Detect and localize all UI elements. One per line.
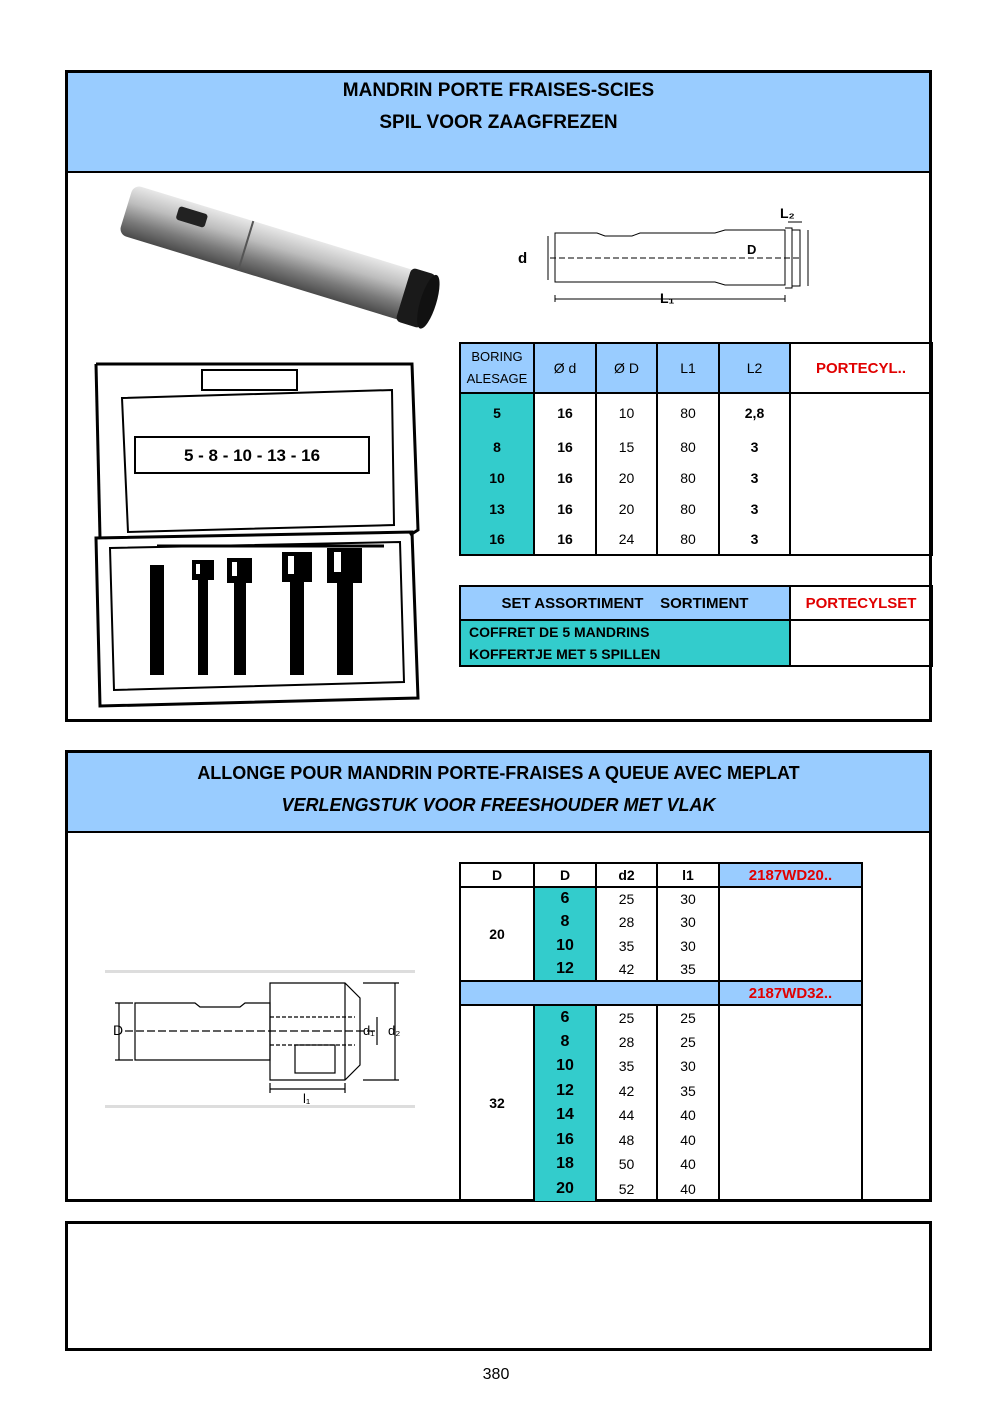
set-size-text: 5 - 8 - 10 - 13 - 16 xyxy=(183,446,321,465)
bore-value: 16 xyxy=(460,524,534,555)
l1-value: 25 xyxy=(657,1005,719,1030)
d2-value: 42 xyxy=(596,958,657,982)
section2-title-nl: VERLENGSTUK VOOR FREESHOUDER MET VLAK xyxy=(281,795,716,815)
D-value: 20 xyxy=(596,462,657,493)
D-value: 20 xyxy=(534,1177,596,1202)
table-header-row xyxy=(460,863,862,887)
code-empty xyxy=(790,493,932,524)
set-header: SET ASSORTIMENT SORTIMENT xyxy=(460,586,790,620)
d-value: 16 xyxy=(534,393,596,431)
table-row xyxy=(460,462,932,493)
diagram-label-L1: L₁ xyxy=(660,290,675,306)
d2-value: 44 xyxy=(596,1103,657,1128)
diagram-label-D: D xyxy=(747,242,757,257)
d2-value: 50 xyxy=(596,1152,657,1177)
extension-spec-table xyxy=(459,862,863,1202)
table-row xyxy=(460,431,932,462)
section2-title-fr: ALLONGE POUR MANDRIN PORTE-FRAISES A QUEUE AVEC MEPLAT xyxy=(197,763,800,783)
D-value: 20 xyxy=(596,493,657,524)
header-d: Ø d xyxy=(534,343,596,393)
D-value: 8 xyxy=(534,911,596,935)
D-value: 15 xyxy=(596,431,657,462)
extension-dimension-diagram xyxy=(105,965,415,1115)
l1-value: 25 xyxy=(657,1030,719,1055)
d2-value: 52 xyxy=(596,1177,657,1202)
diagram2-label-d1: d₁ xyxy=(363,1023,375,1038)
header-boring-fr: ALESAGE xyxy=(466,371,528,386)
D-value: 6 xyxy=(534,1005,596,1030)
d2-value: 25 xyxy=(596,1005,657,1030)
set-description xyxy=(460,620,790,666)
arbor-set-case-drawing xyxy=(92,360,422,712)
header-L2: L2 xyxy=(719,343,790,393)
header-boring-nl: BORING xyxy=(471,349,523,364)
code-empty xyxy=(790,524,932,555)
L2-value: 3 xyxy=(719,462,790,493)
section1-title-fr: MANDRIN PORTE FRAISES-SCIES xyxy=(342,80,655,101)
arbor-dimension-diagram xyxy=(510,200,830,310)
table-row xyxy=(460,887,862,911)
diagram2-label-d2: d₂ xyxy=(388,1023,401,1038)
L2-value: 2,8 xyxy=(719,393,790,431)
set-description-fr: COFFRET DE 5 MANDRINS xyxy=(469,624,650,640)
section2-header xyxy=(68,753,929,833)
l1-value: 30 xyxy=(657,934,719,958)
d2-value: 35 xyxy=(596,934,657,958)
set-size-label xyxy=(134,436,370,474)
bore-value: 8 xyxy=(460,431,534,462)
table-row xyxy=(460,1005,862,1030)
L2-value: 3 xyxy=(719,524,790,555)
saw-arbor-photo xyxy=(108,180,453,340)
d2-value: 28 xyxy=(596,911,657,935)
D-value: 10 xyxy=(596,393,657,431)
header-col-1: D xyxy=(534,863,596,887)
D-value: 18 xyxy=(534,1152,596,1177)
section-empty xyxy=(65,1221,932,1351)
code-empty xyxy=(790,462,932,493)
l1-value: 40 xyxy=(657,1103,719,1128)
d-value: 16 xyxy=(534,431,596,462)
d2-value: 42 xyxy=(596,1079,657,1104)
set-table xyxy=(459,585,933,667)
d-value: 16 xyxy=(534,493,596,524)
arbor-spec-table xyxy=(459,342,933,556)
bore-value: 10 xyxy=(460,462,534,493)
d2-value: 25 xyxy=(596,887,657,911)
L1-value: 80 xyxy=(657,393,719,431)
L1-value: 80 xyxy=(657,431,719,462)
diagram-label-d: d xyxy=(518,250,528,267)
section1-title-nl: SPIL VOOR ZAAGFREZEN xyxy=(379,112,618,133)
d2-value: 35 xyxy=(596,1054,657,1079)
L2-value: 3 xyxy=(719,493,790,524)
set-code: PORTECYLSET xyxy=(790,586,932,620)
set-description-nl: KOFFERTJE MET 5 SPILLEN xyxy=(469,646,661,662)
table-row xyxy=(460,524,932,555)
table-row xyxy=(460,393,932,431)
D-value: 8 xyxy=(534,1030,596,1055)
l1-value: 30 xyxy=(657,1054,719,1079)
group-code: 2187WD20.. xyxy=(719,863,862,887)
D-value: 12 xyxy=(534,1079,596,1104)
D-value: 6 xyxy=(534,887,596,911)
L2-value: 3 xyxy=(719,431,790,462)
L1-value: 80 xyxy=(657,493,719,524)
l1-value: 40 xyxy=(657,1152,719,1177)
D-value: 10 xyxy=(534,1054,596,1079)
d2-value: 48 xyxy=(596,1128,657,1153)
bore-value: 13 xyxy=(460,493,534,524)
code-empty xyxy=(719,1005,862,1201)
bore-value: 5 xyxy=(460,393,534,431)
diagram2-label-D: D xyxy=(113,1022,124,1038)
l1-value: 30 xyxy=(657,887,719,911)
code-empty xyxy=(790,393,932,431)
d-value: 16 xyxy=(534,524,596,555)
header-D: Ø D xyxy=(596,343,657,393)
group-separator-row xyxy=(460,981,862,1005)
section1-header xyxy=(68,73,929,173)
l1-value: 30 xyxy=(657,911,719,935)
set-code-empty xyxy=(790,620,932,666)
D-value: 24 xyxy=(596,524,657,555)
D-value: 16 xyxy=(534,1128,596,1153)
diagram-label-L2: L₂ xyxy=(780,205,795,221)
code-empty xyxy=(790,431,932,462)
page-number: 380 xyxy=(482,1366,510,1383)
code-empty xyxy=(719,887,862,981)
table-header-row xyxy=(460,343,932,393)
shank-diameter: 20 xyxy=(460,887,534,981)
header-L1: L1 xyxy=(657,343,719,393)
header-col-2: d2 xyxy=(596,863,657,887)
l1-value: 40 xyxy=(657,1128,719,1153)
d2-value: 28 xyxy=(596,1030,657,1055)
l1-value: 35 xyxy=(657,1079,719,1104)
D-value: 12 xyxy=(534,958,596,982)
l1-value: 35 xyxy=(657,958,719,982)
table-row xyxy=(460,493,932,524)
header-col-3: l1 xyxy=(657,863,719,887)
header-col-0: D xyxy=(460,863,534,887)
d-value: 16 xyxy=(534,462,596,493)
shank-diameter: 32 xyxy=(460,1005,534,1201)
L1-value: 80 xyxy=(657,462,719,493)
diagram2-label-l1: l₁ xyxy=(303,1091,311,1106)
L1-value: 80 xyxy=(657,524,719,555)
D-value: 10 xyxy=(534,934,596,958)
l1-value: 40 xyxy=(657,1177,719,1202)
separator-cell xyxy=(460,981,719,1005)
header-code: PORTECYL.. xyxy=(790,343,932,393)
header-boring xyxy=(460,343,534,393)
group-code: 2187WD32.. xyxy=(719,981,862,1005)
D-value: 14 xyxy=(534,1103,596,1128)
